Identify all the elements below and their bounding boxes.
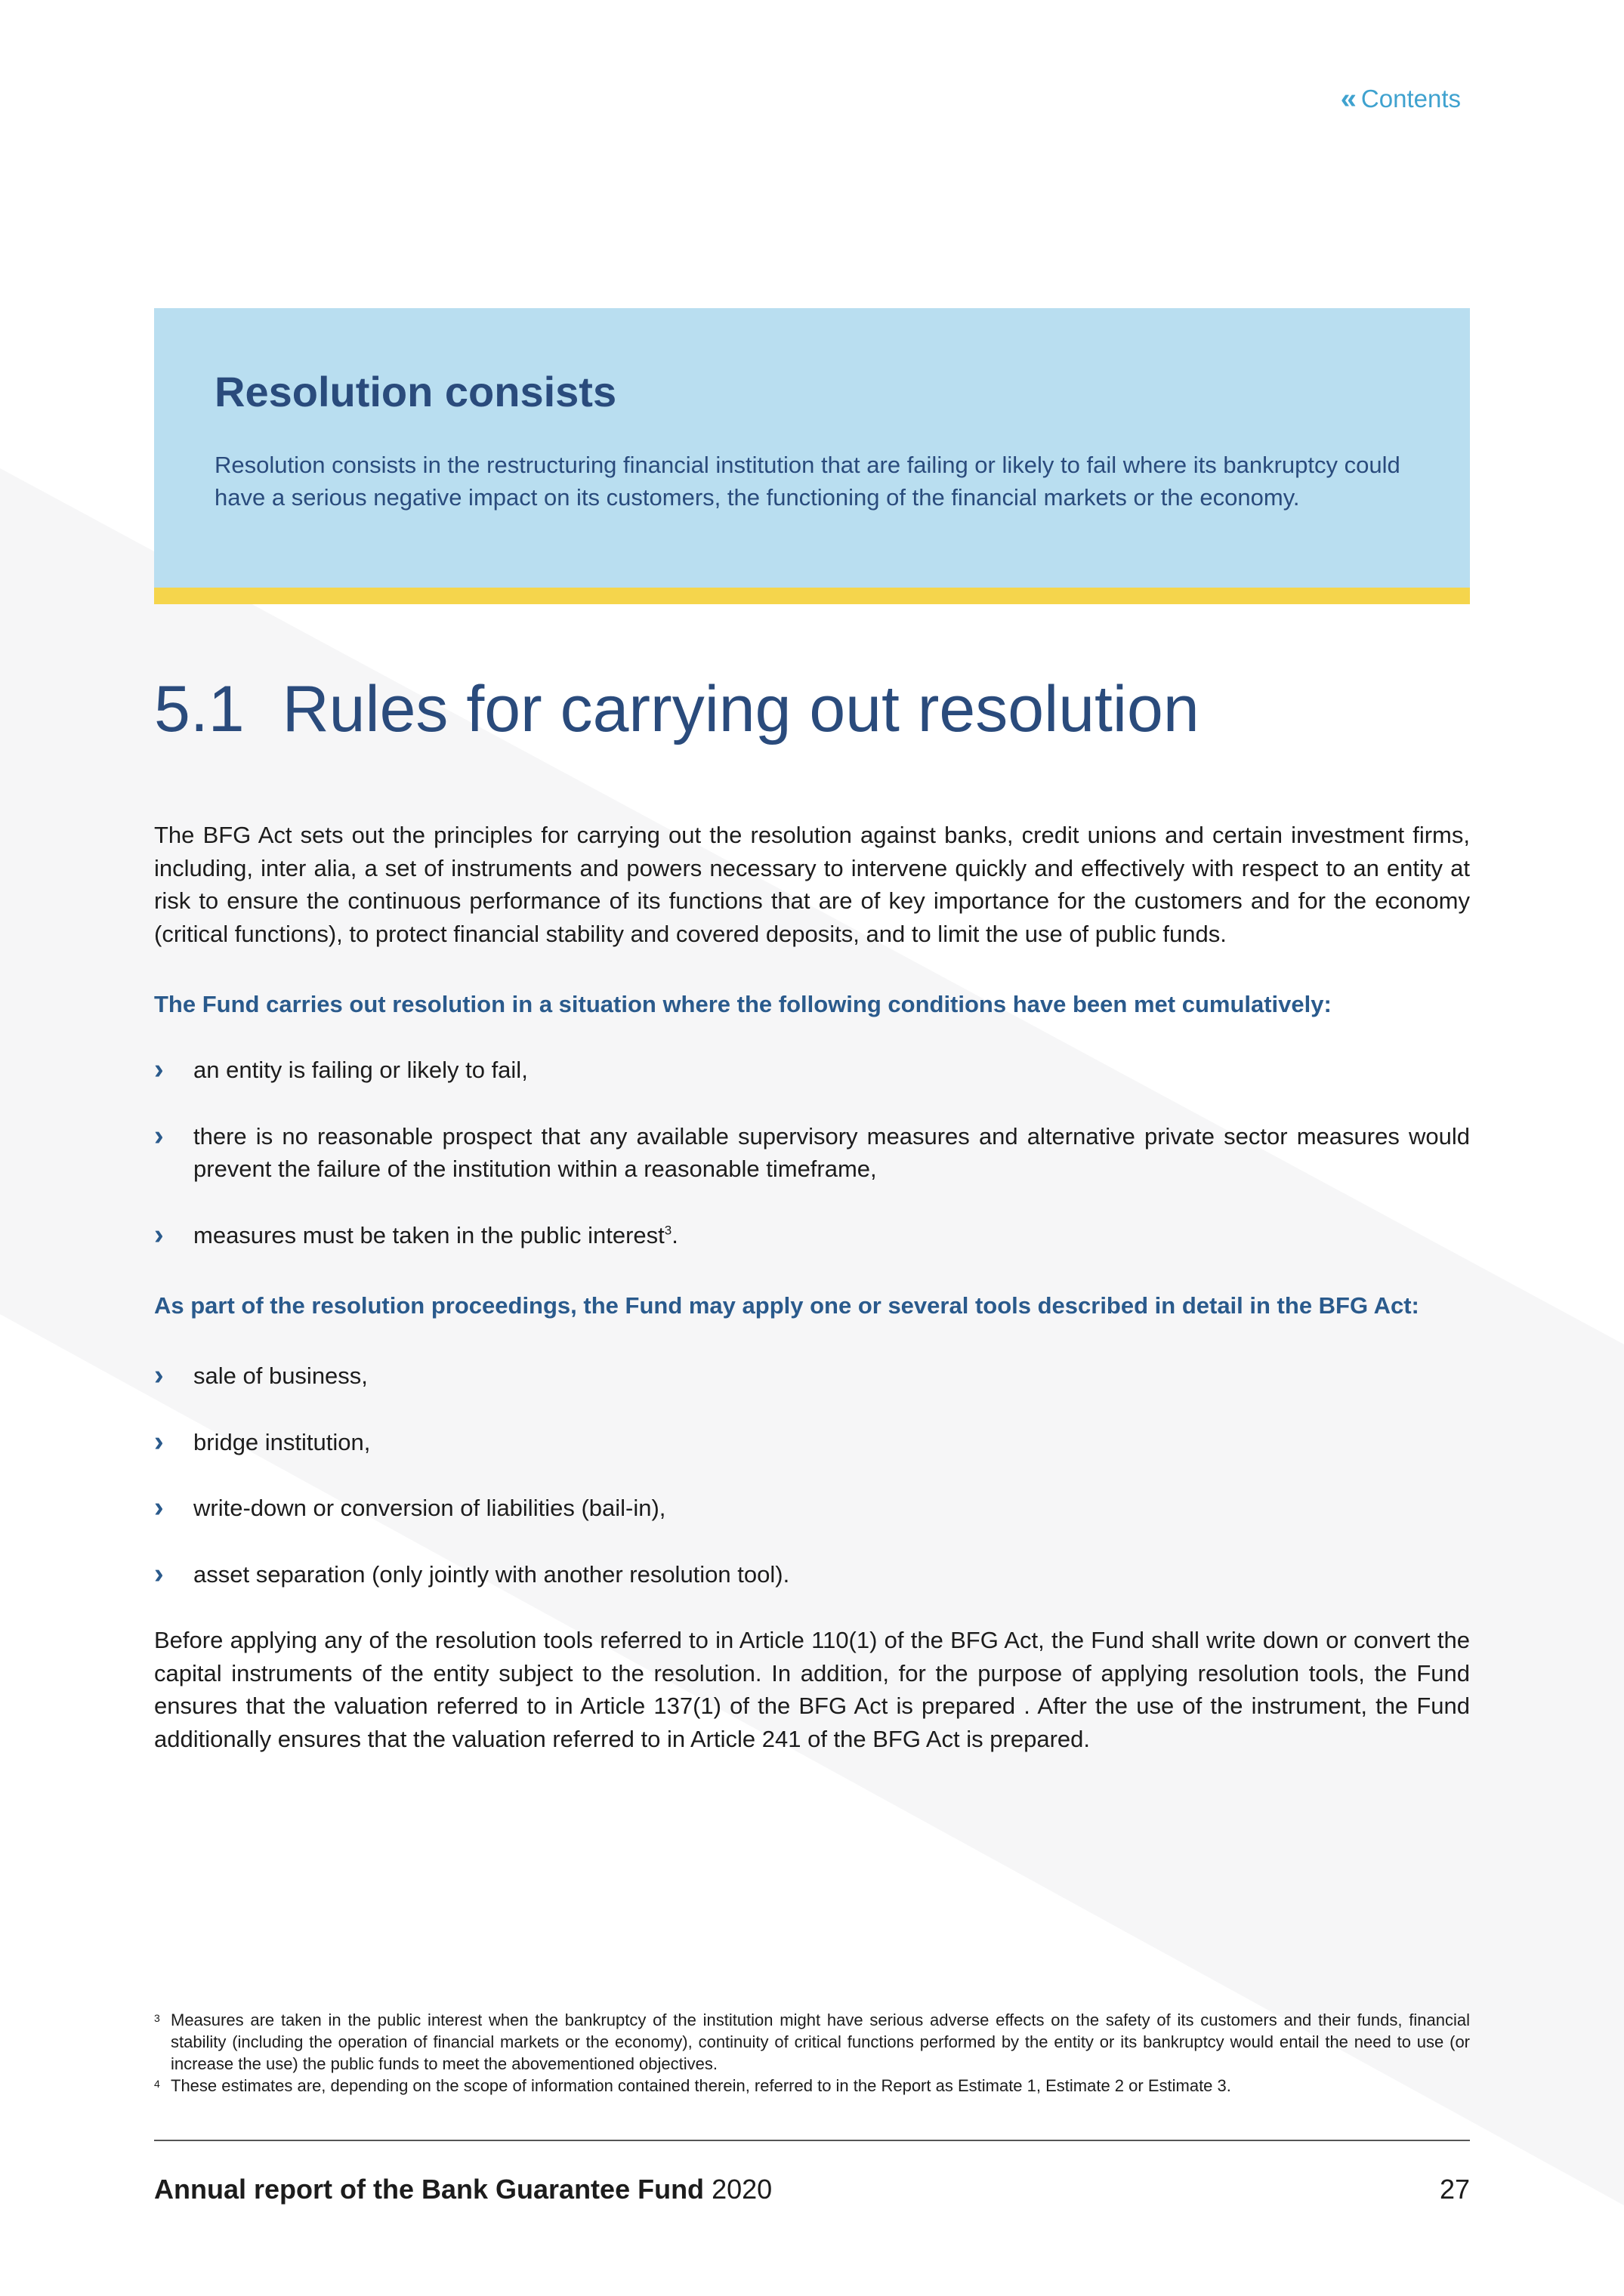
callout-box	[154, 308, 1470, 604]
contents-link[interactable]	[1341, 85, 1461, 113]
chevron-right-icon: ›	[154, 1492, 164, 1523]
double-chevron-left-icon: «	[1340, 83, 1357, 115]
footer-title: Annual report of the Bank Guarantee Fund 2020	[154, 2174, 773, 2205]
list-item: › asset separation (only jointly with another resolution tool).	[154, 1557, 790, 1590]
footer-divider	[154, 2140, 1470, 2141]
list-item: › write-down or conversion of liabilities (bail-in),	[154, 1492, 666, 1523]
chevron-right-icon: ›	[154, 1359, 164, 1391]
conditions-lead: The Fund carries out resolution in a situation where the following conditions have been met cumulatively:	[154, 991, 1332, 1017]
footnote-ref[interactable]: 3	[664, 1223, 672, 1238]
footnote-mark: 4	[154, 2078, 160, 2090]
main-content	[154, 819, 1470, 1755]
footnote: 4 These estimates are, depending on the scope of information contained therein, referred to in the Report as Estimate 1, Estimate 2 or Estimate 3.	[154, 2075, 1470, 2097]
list-item: › there is no reasonable prospect that any available supervisory measures and alternative private sector measures would prevent the failure of the institution within a reasonable timeframe,	[154, 1119, 1470, 1182]
callout-title: Resolution consists	[215, 368, 617, 415]
chevron-right-icon: ›	[154, 1119, 164, 1152]
section-title: Rules for carrying out resolution	[282, 673, 1199, 745]
list-item: › sale of business,	[154, 1359, 368, 1391]
tools-list	[154, 1359, 1470, 1591]
section-heading	[154, 674, 1199, 745]
footnote: 3 Measures are taken in the public interest when the bankruptcy of the institution might have serious adverse effects on the safety of its customers and their funds, financial stability (including the operation of financial markets or the economy), continuity of critical functions performed by the entity or its bankruptcy would entail the need to use (or increase the use) the public funds to meet the abovementioned objectives.	[154, 2009, 1470, 2075]
chevron-right-icon: ›	[154, 1425, 164, 1458]
closing-paragraph: Before applying any of the resolution tools referred to in Article 110(1) of the BFG Act, the Fund shall write down or convert the capital instruments of the entity subject to the resolution. In addition, for the purpose of applying resolution tools, the Fund ensures that the valuation referred to in Article 137(1) of the BFG Act is prepared . After the use of the instrument, the Fund additionally ensures that the valuation referred to in Article 241 of the BFG Act is prepared.	[154, 1627, 1470, 1752]
chevron-right-icon: ›	[154, 1218, 164, 1251]
section-number: 5.1	[154, 673, 245, 745]
callout-text: Resolution consists in the restructuring financial institution that are failing or likely to fail where its bankruptcy could have a serious negative impact on its customers, the functioning of the financial markets or the economy.	[215, 451, 1400, 511]
footnotes	[154, 2009, 1470, 2097]
list-item: › an entity is failing or likely to fail,	[154, 1054, 528, 1085]
page-number: 27	[1439, 2174, 1470, 2205]
chevron-right-icon: ›	[154, 1557, 164, 1590]
chevron-right-icon: ›	[154, 1054, 164, 1085]
list-item: › bridge institution,	[154, 1425, 371, 1458]
list-item: › measures must be taken in the public interest$^3$.	[154, 1218, 678, 1251]
contents-label: Contents	[1360, 85, 1461, 113]
footnote-mark: 3	[154, 2012, 160, 2024]
tools-lead: As part of the resolution proceedings, the Fund may apply one or several tools described in detail in the BFG Act:	[154, 1292, 1419, 1319]
intro-paragraph: The BFG Act sets out the principles for carrying out the resolution against banks, credit unions and certain investment firms, including, inter alia, a set of instruments and powers necessary to intervene quickly and effectively with respect to an entity at risk to ensure the continuous performance of its functions that are of key importance for the customers and for the economy (critical functions), to protect financial stability and covered deposits, and to limit the use of public funds.	[154, 822, 1470, 947]
conditions-list	[154, 1054, 1470, 1251]
